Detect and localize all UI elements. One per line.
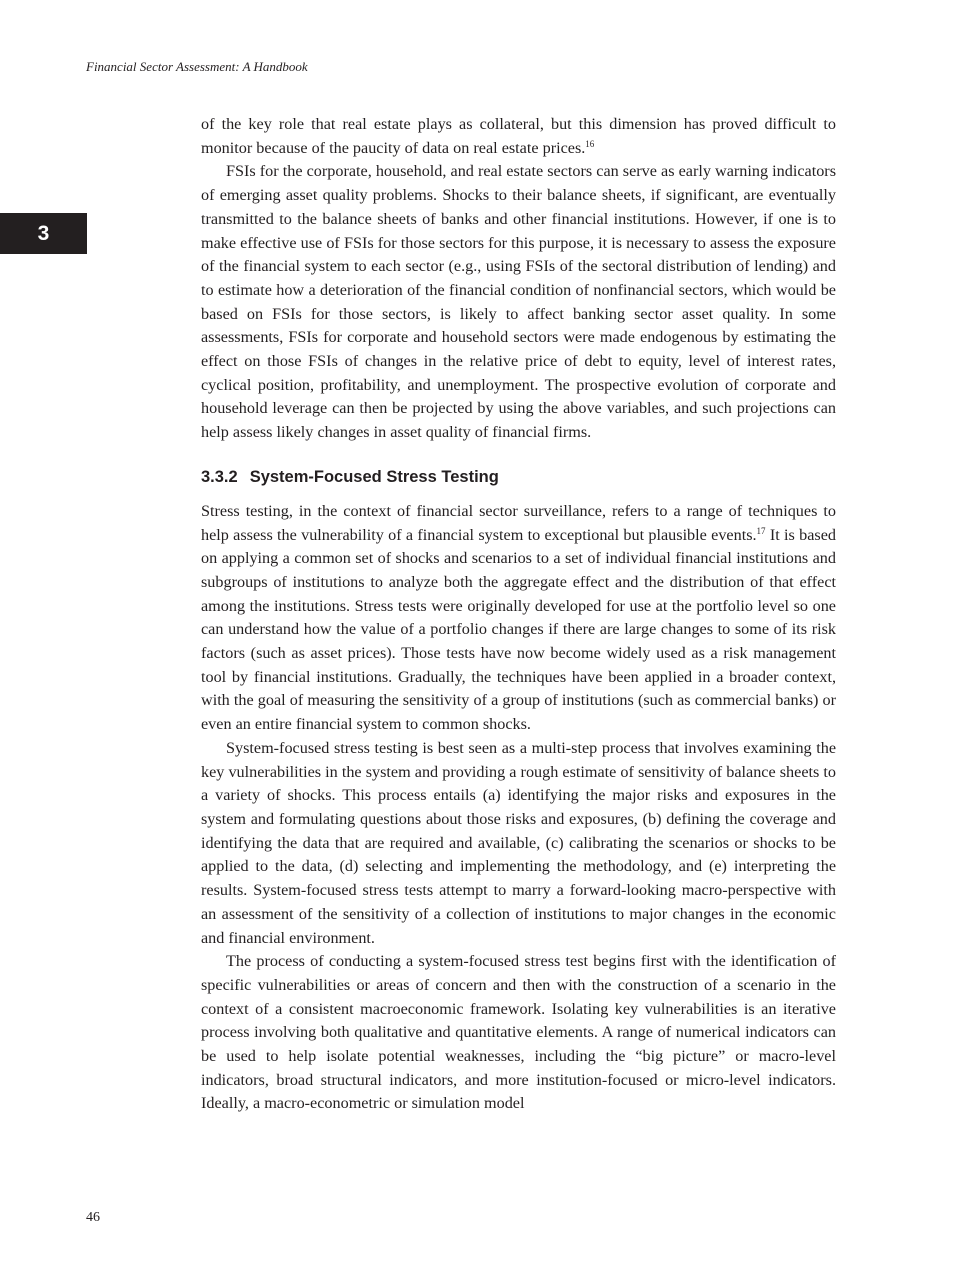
section-title: System-Focused Stress Testing [249,467,499,486]
body-text [201,113,836,1116]
section-heading [201,466,836,488]
paragraph-text: Stress testing, in the context of financial sector surveillance, refers to a range of techniques to help assess the vulnerability of a financial system to exceptional but plausible events. [201,501,836,544]
footnote-ref[interactable]: 17 [756,525,766,536]
running-head: Financial Sector Assessment: A Handbook [86,59,308,74]
paragraph-text: It is based on applying a common set of shocks and scenarios to a set of individual financial institutions and subgroups of institutions to analyze both the aggregate effect and the distribution of that effect among the institutions. Stress tests were originally developed for use at the portfolio level so one can understand how the value of a portfolio changes if there are large changes to some of its risk factors (such as asset prices). Those tests have now become widely used as a risk management tool by financial institutions. Gradually, the techniques have been applied in a broader context, with the goal of measuring the sensitivity of a group of institutions (such as commercial banks) or even an entire financial system to common shocks. [201,525,836,734]
paragraph-text: of the key role that real estate plays as collateral, but this dimension has proved difficult to monitor because of the paucity of data on real estate prices. [201,115,836,157]
chapter-tab: 3 [0,213,87,254]
paragraph: System-focused stress testing is best seen as a multi-step process that involves examining the key vulnerabilities in the system and providing a rough estimate of sensitivity of balance sheets to a variety of shocks. This process entails (a) identifying the major risks and exposures in the system and formulating questions about those risks and exposures, (b) defining the coverage and identifying the data that are required and available, (c) calibrating the scenarios or shocks to be applied to the data, (d) selecting and implementing the methodology, and (e) interpreting the results. System-focused stress tests attempt to marry a forward-looking macro-perspective with an assessment of the sensitivity of a collection of institutions to major changes in the economic and financial environment. [201,738,836,947]
page-number: 46 [86,1210,100,1225]
paragraph [201,500,836,737]
footnote-ref[interactable]: 16 [585,138,595,149]
section-number: 3.3.2 [201,467,238,486]
paragraph: FSIs for the corporate, household, and real estate sectors can serve as early warning indicators of emerging asset quality problems. Shocks to their balance sheets, if significant, are eventually transmitted to the balance sheets of banks and other financial institutions. However, if one is to make effective use of FSIs for those sectors for this purpose, it is necessary to assess the exposure of the financial system to each sector (e.g., using FSIs of the sectoral distribution of lending) and to estimate how a deterioration of the financial condition of nonfinancial sectors, which would be based on FSIs for those sectors, is likely to affect banking sector asset quality. In some assessments, FSIs for corporate and household sectors were made endogenous by estimating the effect on those FSIs of changes in the relative price of debt to equity, level of interest rates, cyclical position, profitability, and unemployment. The prospective evolution of corporate and household leverage can then be projected by using the above variables, and such projections can help assess likely changes in asset quality of financial firms. [201,162,836,442]
paragraph: The process of conducting a system-focused stress test begins first with the identification of specific vulnerabilities or areas of concern and then with the construction of a scenario in the context of a consistent macroeconomic framework. Isolating key vulnerabilities is an iterative process involving both qualitative and quantitative elements. A range of numerical indicators can be used to help isolate potential weaknesses, including the “big picture” or macro-level indicators, broad structural indicators, and more institution-focused or micro-level indicators. Ideally, a macro-econometric or simulation model [201,952,836,1113]
paragraph [201,113,836,160]
